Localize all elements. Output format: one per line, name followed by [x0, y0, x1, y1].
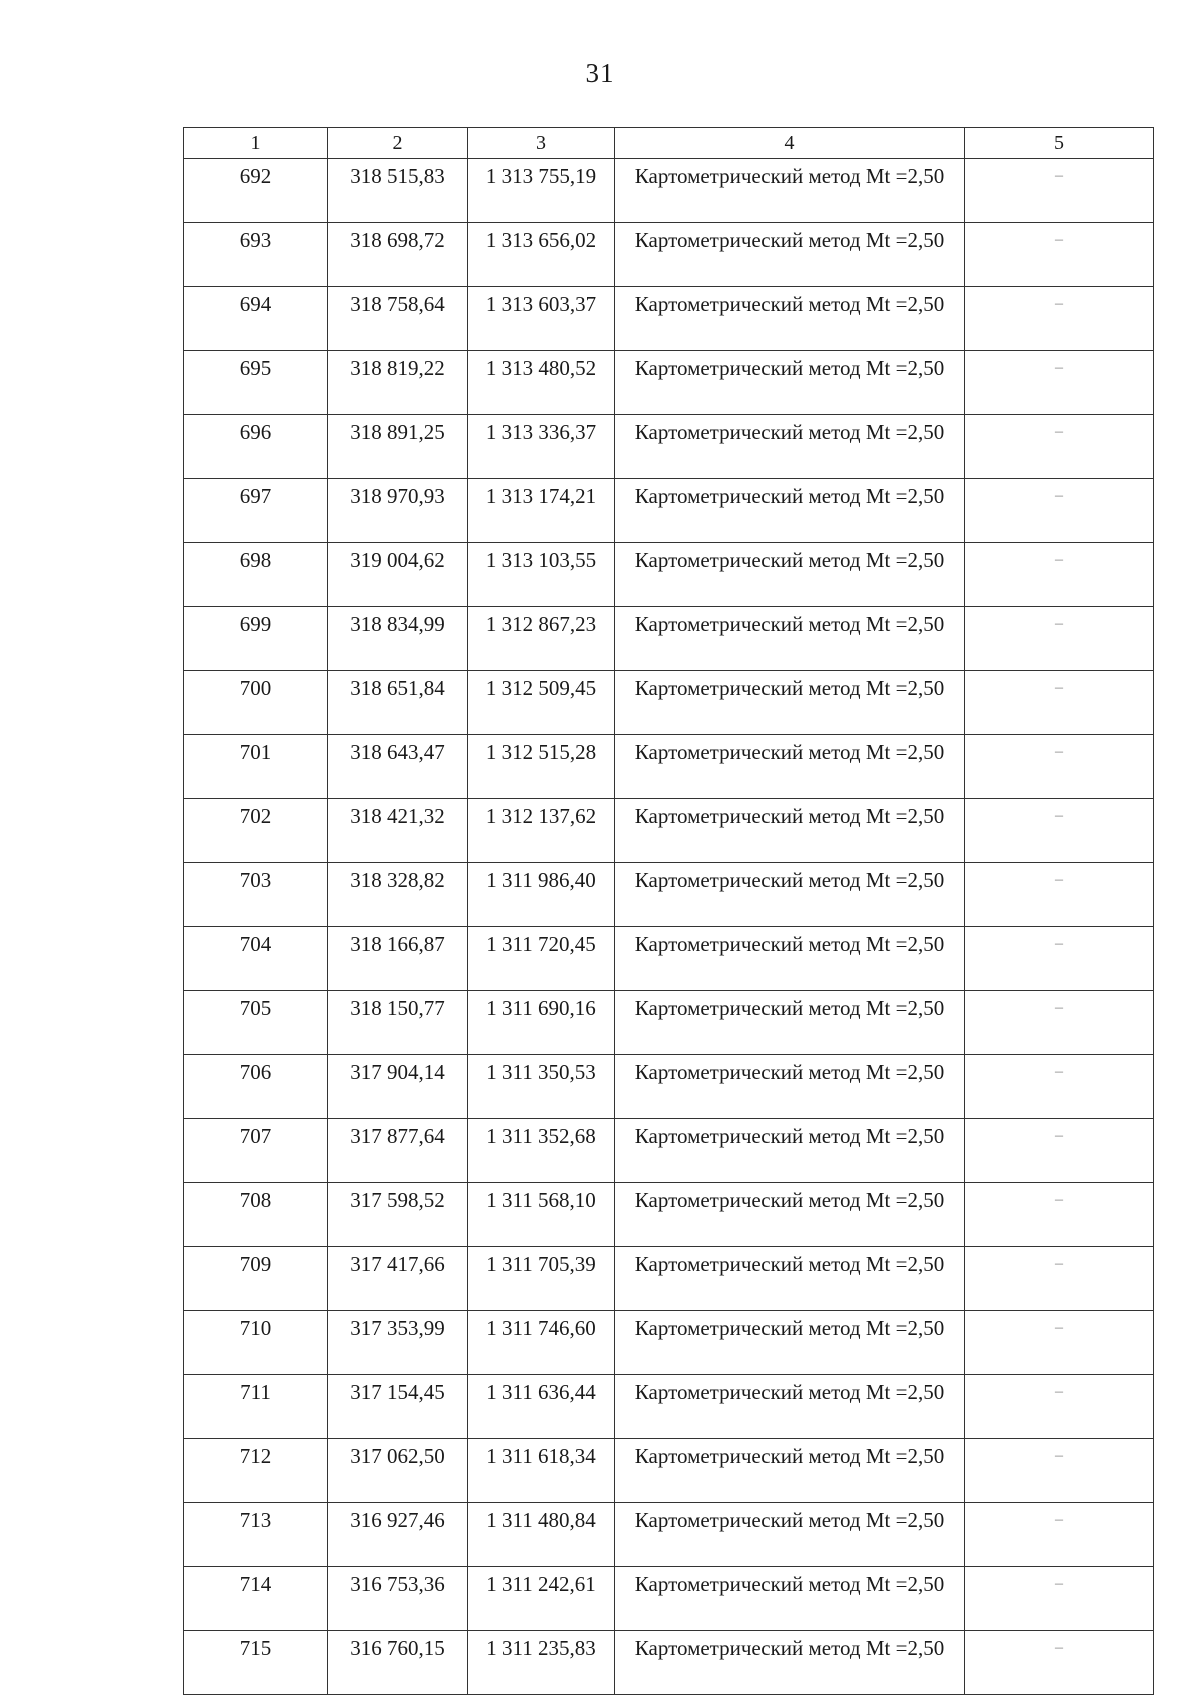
x-coordinate-cell: 316 760,15 [328, 1631, 468, 1695]
point-number-cell: 698 [184, 543, 328, 607]
point-number-cell: 713 [184, 1503, 328, 1567]
point-number-cell: 701 [184, 735, 328, 799]
point-number-cell: 694 [184, 287, 328, 351]
x-coordinate-cell: 318 150,77 [328, 991, 468, 1055]
y-coordinate-cell: 1 311 720,45 [468, 927, 615, 991]
method-cell: Картометрический метод Mt =2,50 [615, 1631, 965, 1695]
x-coordinate-cell: 317 154,45 [328, 1375, 468, 1439]
method-cell: Картометрический метод Mt =2,50 [615, 671, 965, 735]
x-coordinate-cell: 318 698,72 [328, 223, 468, 287]
note-cell: – [965, 159, 1154, 223]
method-cell: Картометрический метод Mt =2,50 [615, 1439, 965, 1503]
table-row [184, 863, 1154, 927]
x-coordinate-cell: 319 004,62 [328, 543, 468, 607]
y-coordinate-cell: 1 313 103,55 [468, 543, 615, 607]
point-number-cell: 703 [184, 863, 328, 927]
note-cell: – [965, 607, 1154, 671]
x-coordinate-cell: 316 753,36 [328, 1567, 468, 1631]
table-row [184, 1247, 1154, 1311]
table-row [184, 671, 1154, 735]
table-row [184, 543, 1154, 607]
note-cell: – [965, 1503, 1154, 1567]
method-cell: Картометрический метод Mt =2,50 [615, 735, 965, 799]
note-cell: – [965, 543, 1154, 607]
point-number-cell: 692 [184, 159, 328, 223]
x-coordinate-cell: 318 421,32 [328, 799, 468, 863]
method-cell: Картометрический метод Mt =2,50 [615, 1055, 965, 1119]
note-cell: – [965, 927, 1154, 991]
point-number-cell: 710 [184, 1311, 328, 1375]
table-row [184, 1567, 1154, 1631]
x-coordinate-cell: 317 353,99 [328, 1311, 468, 1375]
table-row [184, 1183, 1154, 1247]
table-row [184, 735, 1154, 799]
point-number-cell: 715 [184, 1631, 328, 1695]
point-number-cell: 693 [184, 223, 328, 287]
x-coordinate-cell: 316 927,46 [328, 1503, 468, 1567]
x-coordinate-cell: 317 904,14 [328, 1055, 468, 1119]
note-cell: – [965, 1247, 1154, 1311]
table-row [184, 351, 1154, 415]
y-coordinate-cell: 1 313 174,21 [468, 479, 615, 543]
table-row [184, 799, 1154, 863]
method-cell: Картометрический метод Mt =2,50 [615, 287, 965, 351]
method-cell: Картометрический метод Mt =2,50 [615, 223, 965, 287]
y-coordinate-cell: 1 311 350,53 [468, 1055, 615, 1119]
method-cell: Картометрический метод Mt =2,50 [615, 543, 965, 607]
y-coordinate-cell: 1 312 509,45 [468, 671, 615, 735]
y-coordinate-cell: 1 311 690,16 [468, 991, 615, 1055]
x-coordinate-cell: 317 877,64 [328, 1119, 468, 1183]
x-coordinate-cell: 318 970,93 [328, 479, 468, 543]
table-row [184, 479, 1154, 543]
table-row [184, 607, 1154, 671]
y-coordinate-cell: 1 311 242,61 [468, 1567, 615, 1631]
note-cell: – [965, 479, 1154, 543]
point-number-cell: 712 [184, 1439, 328, 1503]
method-cell: Картометрический метод Mt =2,50 [615, 607, 965, 671]
y-coordinate-cell: 1 312 867,23 [468, 607, 615, 671]
method-cell: Картометрический метод Mt =2,50 [615, 799, 965, 863]
y-coordinate-cell: 1 313 603,37 [468, 287, 615, 351]
method-cell: Картометрический метод Mt =2,50 [615, 1375, 965, 1439]
method-cell: Картометрический метод Mt =2,50 [615, 927, 965, 991]
table-row [184, 159, 1154, 223]
point-number-cell: 707 [184, 1119, 328, 1183]
x-coordinate-cell: 318 643,47 [328, 735, 468, 799]
page-number: 31 [585, 58, 615, 88]
method-cell: Картометрический метод Mt =2,50 [615, 159, 965, 223]
y-coordinate-cell: 1 311 746,60 [468, 1311, 615, 1375]
note-cell: – [965, 863, 1154, 927]
point-number-cell: 695 [184, 351, 328, 415]
point-number-cell: 702 [184, 799, 328, 863]
table-row [184, 991, 1154, 1055]
y-coordinate-cell: 1 313 656,02 [468, 223, 615, 287]
method-cell: Картометрический метод Mt =2,50 [615, 1183, 965, 1247]
y-coordinate-cell: 1 311 352,68 [468, 1119, 615, 1183]
column-header-3: 3 [468, 128, 615, 159]
x-coordinate-cell: 318 758,64 [328, 287, 468, 351]
column-header-2: 2 [328, 128, 468, 159]
y-coordinate-cell: 1 312 137,62 [468, 799, 615, 863]
column-header-4: 4 [615, 128, 965, 159]
y-coordinate-cell: 1 311 480,84 [468, 1503, 615, 1567]
table-row [184, 927, 1154, 991]
note-cell: – [965, 991, 1154, 1055]
x-coordinate-cell: 318 651,84 [328, 671, 468, 735]
column-header-5: 5 [965, 128, 1154, 159]
table-row [184, 1055, 1154, 1119]
note-cell: – [965, 1183, 1154, 1247]
note-cell: – [965, 223, 1154, 287]
point-number-cell: 705 [184, 991, 328, 1055]
note-cell: – [965, 671, 1154, 735]
x-coordinate-cell: 318 891,25 [328, 415, 468, 479]
x-coordinate-cell: 318 819,22 [328, 351, 468, 415]
note-cell: – [965, 287, 1154, 351]
note-cell: – [965, 415, 1154, 479]
point-number-cell: 696 [184, 415, 328, 479]
note-cell: – [965, 1055, 1154, 1119]
x-coordinate-cell: 318 328,82 [328, 863, 468, 927]
table-body [184, 159, 1154, 1695]
y-coordinate-cell: 1 313 755,19 [468, 159, 615, 223]
column-header-1: 1 [184, 128, 328, 159]
method-cell: Картометрический метод Mt =2,50 [615, 863, 965, 927]
x-coordinate-cell: 317 062,50 [328, 1439, 468, 1503]
note-cell: – [965, 1311, 1154, 1375]
method-cell: Картометрический метод Mt =2,50 [615, 1311, 965, 1375]
y-coordinate-cell: 1 311 568,10 [468, 1183, 615, 1247]
y-coordinate-cell: 1 313 480,52 [468, 351, 615, 415]
table-row [184, 415, 1154, 479]
table-row [184, 1311, 1154, 1375]
table-row [184, 1375, 1154, 1439]
method-cell: Картометрический метод Mt =2,50 [615, 1119, 965, 1183]
point-number-cell: 706 [184, 1055, 328, 1119]
note-cell: – [965, 799, 1154, 863]
table-row [184, 287, 1154, 351]
table-row [184, 223, 1154, 287]
method-cell: Картометрический метод Mt =2,50 [615, 1567, 965, 1631]
x-coordinate-cell: 318 166,87 [328, 927, 468, 991]
table-row [184, 1439, 1154, 1503]
method-cell: Картометрический метод Mt =2,50 [615, 1247, 965, 1311]
point-number-cell: 697 [184, 479, 328, 543]
header-row [184, 128, 1154, 159]
method-cell: Картометрический метод Mt =2,50 [615, 1503, 965, 1567]
table-header [184, 128, 1154, 159]
x-coordinate-cell: 318 515,83 [328, 159, 468, 223]
coordinates-table [183, 127, 1154, 1695]
y-coordinate-cell: 1 311 636,44 [468, 1375, 615, 1439]
y-coordinate-cell: 1 311 986,40 [468, 863, 615, 927]
y-coordinate-cell: 1 313 336,37 [468, 415, 615, 479]
point-number-cell: 709 [184, 1247, 328, 1311]
note-cell: – [965, 1567, 1154, 1631]
note-cell: – [965, 351, 1154, 415]
point-number-cell: 704 [184, 927, 328, 991]
x-coordinate-cell: 317 417,66 [328, 1247, 468, 1311]
note-cell: – [965, 1439, 1154, 1503]
table-row [184, 1503, 1154, 1567]
method-cell: Картометрический метод Mt =2,50 [615, 479, 965, 543]
point-number-cell: 711 [184, 1375, 328, 1439]
note-cell: – [965, 1375, 1154, 1439]
y-coordinate-cell: 1 311 705,39 [468, 1247, 615, 1311]
method-cell: Картометрический метод Mt =2,50 [615, 415, 965, 479]
x-coordinate-cell: 317 598,52 [328, 1183, 468, 1247]
method-cell: Картометрический метод Mt =2,50 [615, 351, 965, 415]
x-coordinate-cell: 318 834,99 [328, 607, 468, 671]
y-coordinate-cell: 1 311 235,83 [468, 1631, 615, 1695]
point-number-cell: 714 [184, 1567, 328, 1631]
point-number-cell: 700 [184, 671, 328, 735]
note-cell: – [965, 1119, 1154, 1183]
note-cell: – [965, 735, 1154, 799]
table-row [184, 1631, 1154, 1695]
table-row [184, 1119, 1154, 1183]
point-number-cell: 699 [184, 607, 328, 671]
method-cell: Картометрический метод Mt =2,50 [615, 991, 965, 1055]
note-cell: – [965, 1631, 1154, 1695]
y-coordinate-cell: 1 311 618,34 [468, 1439, 615, 1503]
y-coordinate-cell: 1 312 515,28 [468, 735, 615, 799]
point-number-cell: 708 [184, 1183, 328, 1247]
